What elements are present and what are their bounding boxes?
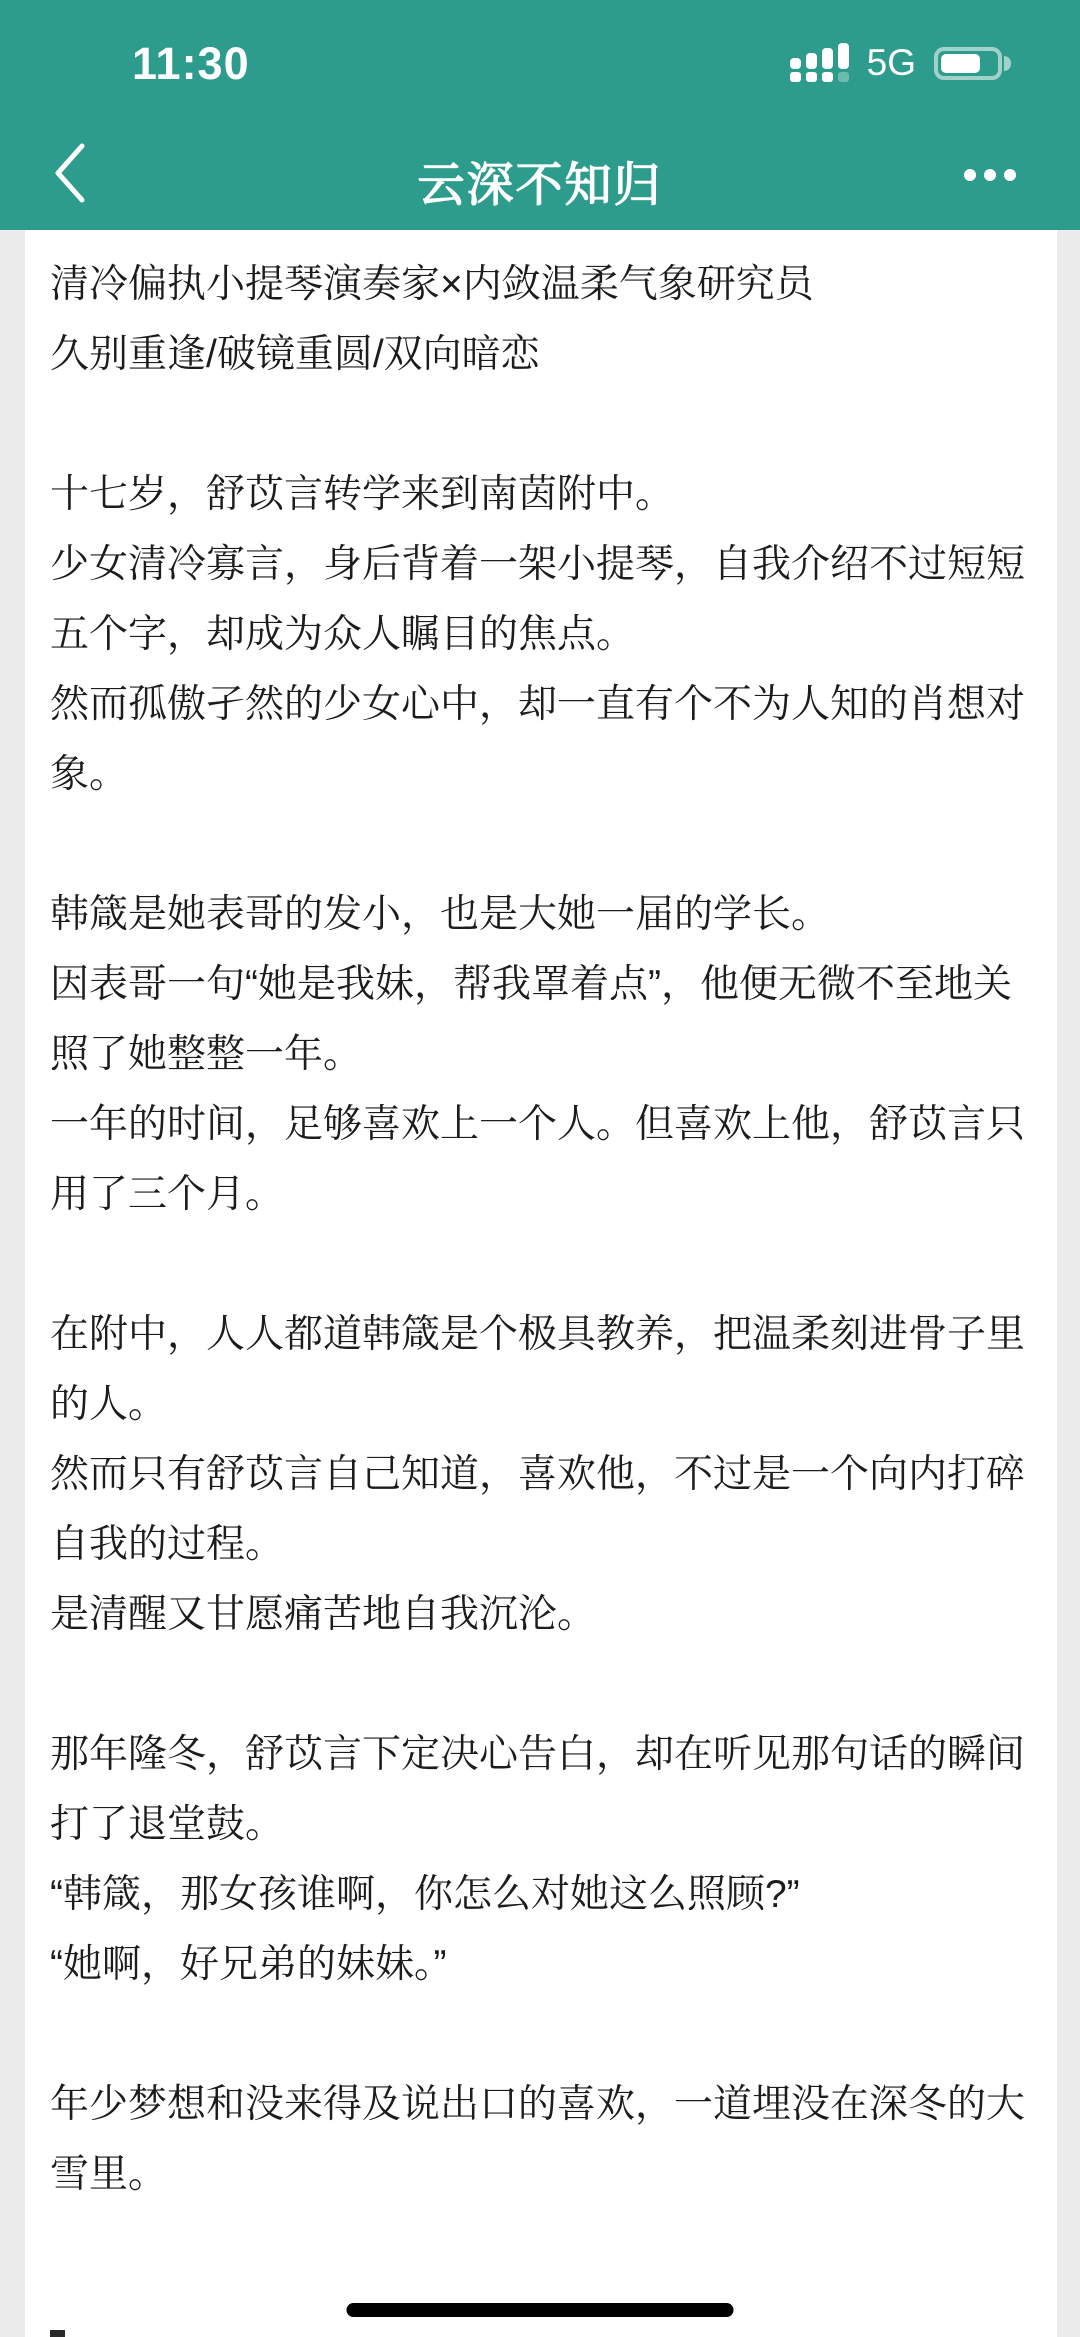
paragraph: 是清醒又甘愿痛苦地自我沉沦。 — [50, 1593, 597, 1636]
paragraph: “她啊，好兄弟的妹妹。” — [50, 1943, 447, 1986]
home-indicator[interactable] — [347, 2303, 734, 2317]
paragraph: 一年的时间，足够喜欢上一个人。但喜欢上他，舒苡言只用了三个月。 — [50, 1103, 1026, 1216]
signal-bar-4 — [838, 43, 849, 82]
paragraph-spacer — [50, 1650, 1037, 1720]
battery-nub — [1004, 56, 1011, 71]
paragraph-spacer — [50, 1230, 1037, 1300]
paragraph: 那年隆冬，舒苡言下定决心告白，却在听见那句话的瞬间打了退堂鼓。 — [50, 1733, 1026, 1846]
cellular-signal-icon — [790, 44, 849, 82]
battery-fill — [941, 54, 980, 73]
paragraph: 久别重逢/破镜重圆/双向暗恋 — [50, 333, 540, 376]
paragraph-spacer — [50, 2000, 1037, 2070]
ellipsis-icon — [1004, 169, 1016, 181]
reader-content[interactable] — [25, 230, 1057, 2337]
page-title: 云深不知归 — [417, 158, 663, 211]
paragraph-spacer — [50, 810, 1037, 880]
paragraph: 在附中，人人都道韩箴是个极具教养，把温柔刻进骨子里的人。 — [50, 1313, 1026, 1426]
signal-bar-1 — [790, 58, 801, 82]
paragraph-spacer — [50, 390, 1037, 460]
ellipsis-icon — [964, 169, 976, 181]
status-time: 11:30 — [132, 38, 250, 89]
paragraph: 年少梦想和没来得及说出口的喜欢，一道埋没在深冬的大雪里。 — [50, 2083, 1026, 2196]
battery-outline — [934, 47, 1002, 80]
paragraph: 清冷偏执小提琴演奏家×内敛温柔气象研究员 — [50, 263, 814, 306]
more-button[interactable] — [945, 145, 1035, 205]
story-text — [50, 250, 1037, 2210]
app-header — [0, 0, 1080, 230]
paragraph: “韩箴，那女孩谁啊，你怎么对她这么照顾?” — [50, 1873, 800, 1916]
paragraph: 十七岁，舒苡言转学来到南茵附中。 — [50, 473, 675, 516]
ellipsis-icon — [984, 169, 996, 181]
network-type-label: 5G — [866, 42, 916, 83]
paragraph: 然而只有舒苡言自己知道，喜欢他，不过是一个向内打碎自我的过程。 — [50, 1453, 1026, 1566]
paragraph: 少女清冷寡言，身后背着一架小提琴，自我介绍不过短短五个字，却成为众人瞩目的焦点。 — [50, 543, 1026, 656]
paragraph: 然而孤傲孑然的少女心中，却一直有个不为人知的肖想对象。 — [50, 683, 1026, 796]
clipped-next-line — [50, 2330, 65, 2337]
paragraph: 韩箴是她表哥的发小，也是大她一届的学长。 — [50, 893, 831, 936]
signal-bar-2 — [806, 53, 817, 82]
signal-bar-3 — [822, 48, 833, 82]
battery-icon — [934, 47, 1002, 80]
status-bar-right-cluster — [790, 42, 1002, 84]
paragraph: 因表哥一句“她是我妹，帮我罩着点”，他便无微不至地关照了她整整一年。 — [50, 963, 1012, 1076]
